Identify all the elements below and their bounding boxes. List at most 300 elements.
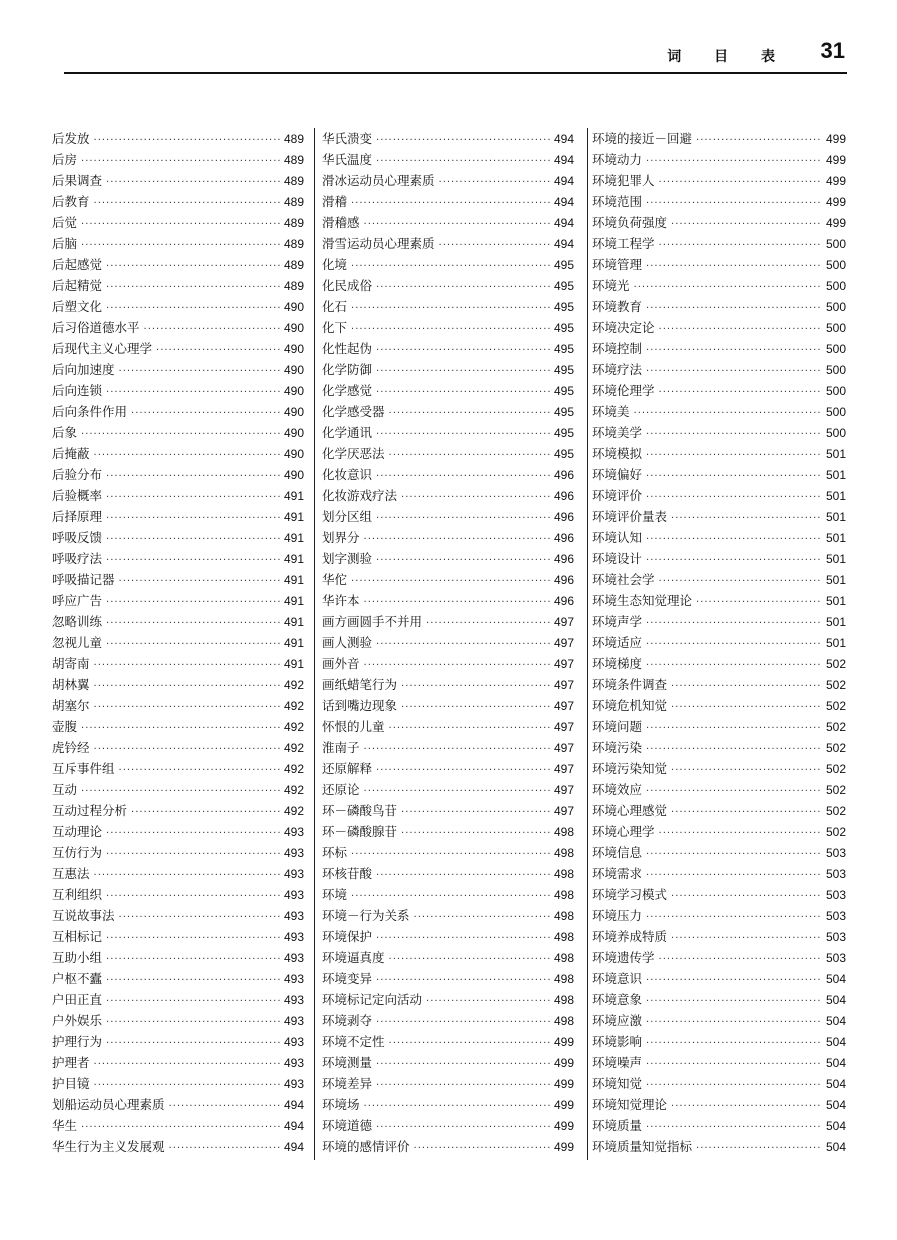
index-entry [52,338,304,359]
index-page-number: 499 [553,1098,574,1112]
index-entry [322,443,574,464]
index-term: 互动 [52,782,78,797]
index-entry [52,464,304,485]
dot-leader [106,529,280,550]
index-entry [592,1052,846,1073]
index-entry [322,233,574,254]
dot-leader [659,949,822,970]
index-page-number: 490 [283,363,304,377]
index-entry [52,1094,304,1115]
dot-leader [81,424,280,445]
index-term: 环境管理 [592,257,643,272]
index-entry [52,968,304,989]
dot-leader [646,718,822,739]
dot-leader [351,886,550,907]
index-entry [322,884,574,905]
dot-leader [119,760,280,781]
index-entry [322,1010,574,1031]
index-page-number: 490 [283,321,304,335]
index-page-number: 490 [283,384,304,398]
index-entry [322,842,574,863]
index-entry [322,359,574,380]
index-term: 环境生态知觉理论 [592,593,693,608]
index-term: 环境信息 [592,845,643,860]
index-term: 化境 [322,257,348,272]
index-term: 后果调查 [52,173,103,188]
index-entry [592,359,846,380]
index-page-number: 499 [825,153,846,167]
index-entry [52,506,304,527]
index-term: 互助小组 [52,950,103,965]
index-entry [322,485,574,506]
index-entry [52,275,304,296]
index-entry [322,1073,574,1094]
index-page-number: 502 [825,783,846,797]
dot-leader [94,697,280,718]
index-term: 虎钤经 [52,740,90,755]
dot-leader [131,403,280,424]
dot-leader [169,1096,280,1117]
dot-leader [401,823,550,844]
index-term: 环境的接近－回避 [592,131,693,146]
index-entry [52,296,304,317]
index-term: 环境模拟 [592,446,643,461]
index-term: 环境 [322,887,348,902]
index-term: 互惠法 [52,866,90,881]
index-term: 滑雪运动员心理素质 [322,236,435,251]
index-page-number: 494 [283,1098,304,1112]
index-entry [52,1136,304,1157]
index-page-number: 501 [825,468,846,482]
dot-leader [106,1012,280,1033]
dot-leader [364,529,550,550]
index-entry [52,716,304,737]
index-page-number: 503 [825,930,846,944]
dot-leader [401,676,550,697]
index-entry [592,317,846,338]
dot-leader [671,886,822,907]
dot-leader [376,760,550,781]
index-term: 后起感觉 [52,257,103,272]
index-page-number: 496 [553,573,574,587]
index-term: 化下 [322,320,348,335]
index-term: 后教育 [52,194,90,209]
index-entry [52,128,304,149]
index-term: 环境压力 [592,908,643,923]
running-header-title: 词 目 表 [667,49,789,65]
index-page-number: 503 [825,867,846,881]
dot-leader [106,991,280,1012]
index-entry [592,779,846,800]
index-term: 呼吸反馈 [52,530,103,545]
dot-leader [376,634,550,655]
dot-leader [106,298,280,319]
index-page-number: 496 [553,552,574,566]
index-term: 后脑 [52,236,78,251]
index-entry [322,1136,574,1157]
index-entry [592,653,846,674]
dot-leader [81,235,280,256]
dot-leader [376,970,550,991]
dot-leader [646,529,822,550]
index-term: 呼吸疗法 [52,551,103,566]
dot-leader [376,1075,550,1096]
index-term: 画外音 [322,656,360,671]
dot-leader [81,781,280,802]
index-entry [592,695,846,716]
dot-leader [634,277,822,298]
index-term: 后发放 [52,131,90,146]
dot-leader [376,277,550,298]
column-divider [314,128,315,1160]
dot-leader [646,298,822,319]
dot-leader [659,172,822,193]
dot-leader [646,1054,822,1075]
index-entry [592,380,846,401]
index-term: 呼应广告 [52,593,103,608]
index-term: 华生行为主义发展观 [52,1139,165,1154]
dot-leader [659,235,822,256]
index-entry [322,632,574,653]
index-term: 怀恨的儿童 [322,719,385,734]
index-page-number: 490 [283,342,304,356]
dot-leader [106,172,280,193]
index-entry [52,1031,304,1052]
dot-leader [119,907,280,928]
index-term: 化妆游戏疗法 [322,488,398,503]
index-page-number: 490 [283,468,304,482]
index-entry [52,821,304,842]
index-term: 环境保护 [322,929,373,944]
index-term: 环境需求 [592,866,643,881]
dot-leader [646,466,822,487]
dot-leader [646,991,822,1012]
index-page-number: 490 [283,300,304,314]
index-term: 环境范围 [592,194,643,209]
dot-leader [81,214,280,235]
dot-leader [156,340,280,361]
index-term: 化学防御 [322,362,373,377]
index-entry [322,464,574,485]
index-page-number: 494 [553,132,574,146]
index-page-number: 499 [825,174,846,188]
index-entry [52,149,304,170]
dot-leader [389,403,550,424]
index-term: 互斥事件组 [52,761,115,776]
dot-leader [646,655,822,676]
index-entry [322,716,574,737]
index-column-1 [52,128,304,1157]
index-page-number: 501 [825,447,846,461]
index-term: 后觉 [52,215,78,230]
index-term: 环境认知 [592,530,643,545]
dot-leader [659,319,822,340]
index-page-number: 490 [283,405,304,419]
index-entry [322,1031,574,1052]
index-entry [592,1094,846,1115]
dot-leader [426,991,550,1012]
index-entry [592,464,846,485]
dot-leader [351,319,550,340]
index-page-number: 497 [553,762,574,776]
index-page-number: 491 [283,594,304,608]
dot-leader [646,1033,822,1054]
dot-leader [646,256,822,277]
dot-leader [376,151,550,172]
index-entry [322,296,574,317]
index-page-number: 489 [283,174,304,188]
index-entry [52,1073,304,1094]
dot-leader [646,970,822,991]
index-term: 华佗 [322,572,348,587]
index-term: 户枢不蠹 [52,971,103,986]
index-term: 环－磷酸腺苷 [322,824,398,839]
index-term: 环境质量 [592,1118,643,1133]
dot-leader [144,319,280,340]
index-page-number: 493 [283,930,304,944]
index-page-number: 490 [283,426,304,440]
dot-leader [351,298,550,319]
index-page-number: 499 [825,132,846,146]
index-page-number: 492 [283,741,304,755]
index-page-number: 498 [553,888,574,902]
index-page-number: 501 [825,531,846,545]
index-entry [592,506,846,527]
dot-leader [364,214,550,235]
index-entry [52,989,304,1010]
index-page-number: 493 [283,867,304,881]
index-entry [52,1115,304,1136]
index-page-number: 503 [825,888,846,902]
index-page-number: 489 [283,195,304,209]
index-page-number: 489 [283,237,304,251]
index-page-number: 504 [825,1035,846,1049]
dot-leader [364,592,550,613]
index-term: 环境声学 [592,614,643,629]
index-page-number: 496 [553,531,574,545]
dot-leader [364,1096,550,1117]
index-page-number: 495 [553,300,574,314]
index-term: 后掩蔽 [52,446,90,461]
dot-leader [659,571,822,592]
index-term: 环境负荷强度 [592,215,668,230]
index-entry [52,359,304,380]
index-page-number: 494 [553,216,574,230]
index-page-number: 497 [553,699,574,713]
index-entry [322,1094,574,1115]
index-entry [322,380,574,401]
dot-leader [671,508,822,529]
dot-leader [376,340,550,361]
index-page-number: 501 [825,510,846,524]
index-term: 华许本 [322,593,360,608]
dot-leader [106,844,280,865]
dot-leader [646,1075,822,1096]
index-entry [52,800,304,821]
dot-leader [389,445,550,466]
dot-leader [646,1012,822,1033]
index-term: 环境不定性 [322,1034,385,1049]
dot-leader [351,844,550,865]
dot-leader [646,844,822,865]
index-entry [322,863,574,884]
page-header [64,38,847,74]
index-entry [52,737,304,758]
dot-leader [401,697,550,718]
index-term: 环境美 [592,404,630,419]
dot-leader [439,172,550,193]
index-term: 化民成俗 [322,278,373,293]
index-page-number: 492 [283,720,304,734]
index-entry [592,254,846,275]
index-entry [52,779,304,800]
dot-leader [106,634,280,655]
dot-leader [376,508,550,529]
index-entry [52,317,304,338]
index-term: 环境标记定向活动 [322,992,423,1007]
index-term: 护理行为 [52,1034,103,1049]
index-page-number: 492 [283,804,304,818]
index-term: 环境设计 [592,551,643,566]
index-entry [322,548,574,569]
index-page-number: 499 [553,1077,574,1091]
index-entry [592,212,846,233]
index-entry [592,443,846,464]
index-page-number: 493 [283,846,304,860]
index-entry [322,338,574,359]
index-page-number: 490 [283,447,304,461]
index-term: 化学厌恶法 [322,446,385,461]
index-entry [52,758,304,779]
index-page-number: 491 [283,573,304,587]
dot-leader [351,256,550,277]
index-entry [322,674,574,695]
index-entry [322,821,574,842]
index-term: 环境条件调查 [592,677,668,692]
index-page-number: 500 [825,237,846,251]
dot-leader [106,256,280,277]
index-term: 后择原理 [52,509,103,524]
index-page-number: 496 [553,489,574,503]
index-page-number: 498 [553,930,574,944]
index-page-number: 494 [283,1119,304,1133]
dot-leader [119,361,280,382]
index-entry [52,632,304,653]
index-page-number: 494 [553,195,574,209]
dot-leader [376,865,550,886]
index-term: 护目镜 [52,1076,90,1091]
index-page-number: 489 [283,258,304,272]
index-entry [52,905,304,926]
index-page-number: 500 [825,426,846,440]
index-entry [592,590,846,611]
index-term: 环境污染 [592,740,643,755]
index-term: 环境学习模式 [592,887,668,902]
index-page-number: 502 [825,825,846,839]
dot-leader [94,193,280,214]
index-page-number: 498 [553,825,574,839]
index-term: 环境意象 [592,992,643,1007]
index-page-number: 491 [283,636,304,650]
dot-leader [671,214,822,235]
index-entry [52,842,304,863]
index-term: 环境评价量表 [592,509,668,524]
dot-leader [659,823,822,844]
dot-leader [106,613,280,634]
index-page-number: 495 [553,384,574,398]
dot-leader [106,949,280,970]
dot-leader [94,1054,280,1075]
dot-leader [646,550,822,571]
dot-leader [671,676,822,697]
index-page-number: 495 [553,321,574,335]
index-page-number: 501 [825,573,846,587]
dot-leader [659,382,822,403]
index-page-number: 492 [283,678,304,692]
index-entry [52,212,304,233]
index-page-number: 498 [553,846,574,860]
index-entry [592,569,846,590]
index-term: 环标 [322,845,348,860]
column-divider [587,128,588,1160]
index-term: 壶腹 [52,719,78,734]
index-entry [592,128,846,149]
index-entry [592,968,846,989]
dot-leader [376,1117,550,1138]
index-page-number: 493 [283,1077,304,1091]
index-page-number: 502 [825,762,846,776]
index-entry [592,548,846,569]
index-term: 环境道德 [322,1118,373,1133]
dot-leader [671,802,822,823]
index-term: 华氏溃变 [322,131,373,146]
dot-leader [401,487,550,508]
dot-leader [81,718,280,739]
dot-leader [94,676,280,697]
index-page-number: 496 [553,468,574,482]
index-term: 画方画圆手不并用 [322,614,423,629]
index-entry [322,989,574,1010]
index-page-number: 504 [825,1140,846,1154]
index-term: 户外娱乐 [52,1013,103,1028]
index-entry [52,1052,304,1073]
dot-leader [94,130,280,151]
index-page-number: 497 [553,804,574,818]
dot-leader [646,613,822,634]
index-entry [592,821,846,842]
index-entry [592,863,846,884]
index-entry [322,800,574,821]
index-term: 环境变异 [322,971,373,986]
index-entry [592,149,846,170]
index-entry [52,380,304,401]
index-page-number: 492 [283,699,304,713]
index-entry [52,926,304,947]
index-page-number: 503 [825,909,846,923]
index-entry [322,653,574,674]
dot-leader [646,1117,822,1138]
index-term: 环境剥夺 [322,1013,373,1028]
dot-leader [389,1033,550,1054]
index-term: 画纸蜡笔行为 [322,677,398,692]
index-entry [592,611,846,632]
index-term: 后习俗道德水平 [52,320,140,335]
index-page-number: 498 [553,1014,574,1028]
index-page-number: 500 [825,300,846,314]
index-page-number: 496 [553,594,574,608]
index-page-number: 501 [825,594,846,608]
index-page-number: 495 [553,279,574,293]
